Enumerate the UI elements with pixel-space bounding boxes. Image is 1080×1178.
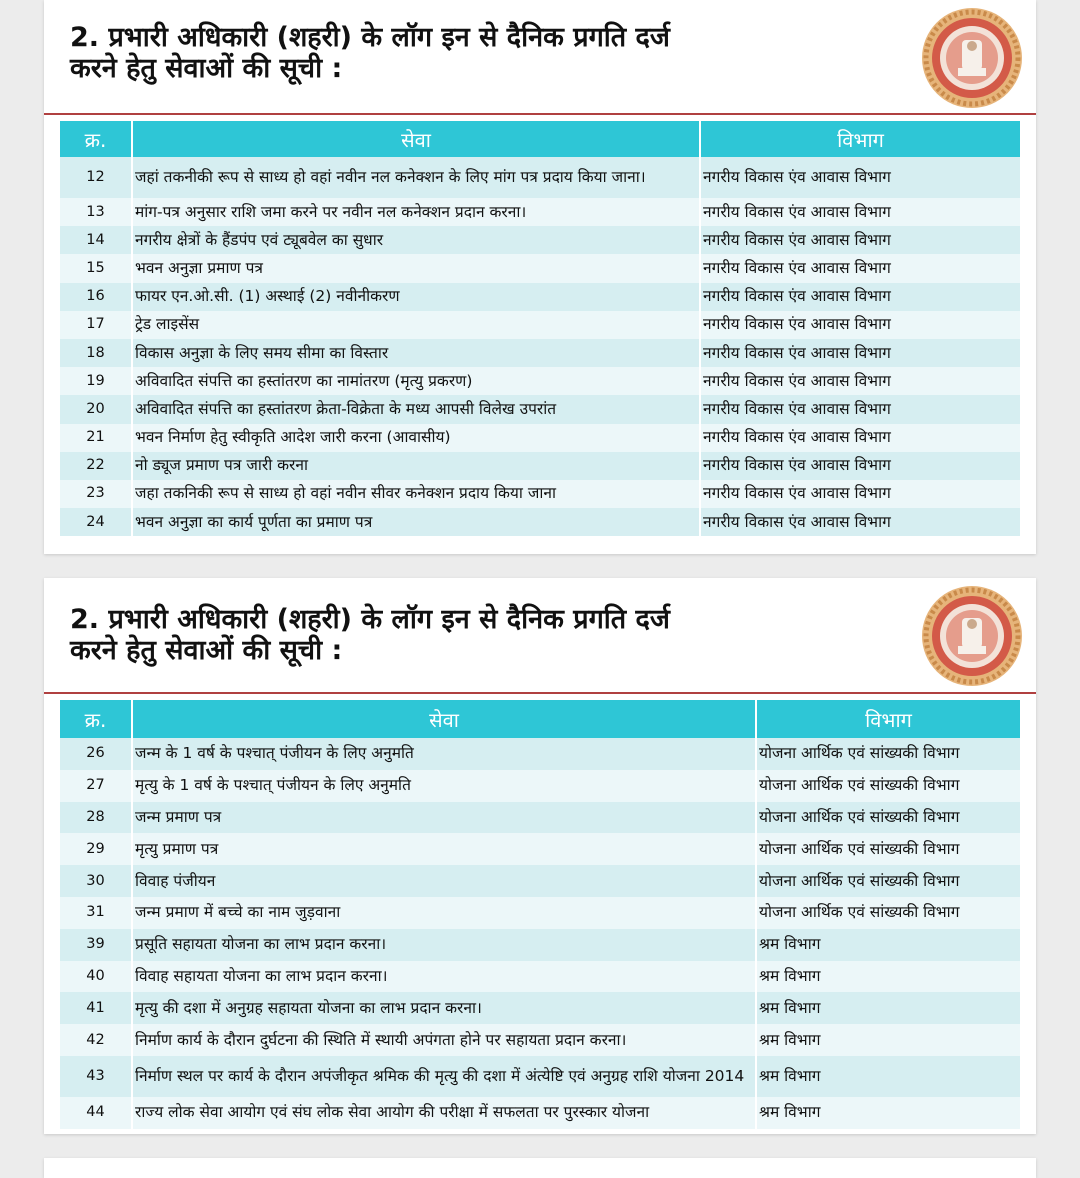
row-num: 20 xyxy=(60,395,132,423)
row-dept: योजना आर्थिक एवं सांख्यकी विभाग xyxy=(756,802,1020,834)
row-service: नो ड्यूज प्रमाण पत्र जारी करना xyxy=(132,452,700,480)
slide-3-partial xyxy=(44,1158,1036,1178)
row-dept: नगरीय विकास एंव आवास विभाग xyxy=(700,367,1020,395)
row-service: भवन अनुज्ञा प्रमाण पत्र xyxy=(132,254,700,282)
table-row xyxy=(60,157,1020,198)
row-service: निर्माण स्थल पर कार्य के दौरान अपंजीकृत श्रमिक की मृत्यु की दशा में अंत्येष्टि एवं अनुग्रह राशि योजना 2014 xyxy=(132,1056,756,1097)
slide-title: 2. प्रभारी अधिकारी (शहरी) के लॉग इन से दैनिक प्रगति दर्ज करने हेतु सेवाओं की सूची : xyxy=(70,22,670,84)
row-dept: नगरीय विकास एंव आवास विभाग xyxy=(700,339,1020,367)
table-row xyxy=(60,508,1020,536)
row-service: नगरीय क्षेत्रों के हैंडपंप एवं ट्यूबवेल का सुधार xyxy=(132,226,700,254)
mp-government-emblem-icon xyxy=(920,6,1024,110)
row-service: विवाह पंजीयन xyxy=(132,865,756,897)
row-dept: श्रम विभाग xyxy=(756,929,1020,961)
services-table xyxy=(60,700,1020,1129)
row-service: जहां तकनीकी रूप से साध्य हो वहां नवीन नल कनेक्शन के लिए मांग पत्र प्रदाय किया जाना। xyxy=(132,157,700,198)
mp-government-emblem-icon xyxy=(920,584,1024,688)
row-dept: नगरीय विकास एंव आवास विभाग xyxy=(700,395,1020,423)
table-row xyxy=(60,1056,1020,1097)
table-row xyxy=(60,367,1020,395)
row-dept: श्रम विभाग xyxy=(756,1024,1020,1056)
row-service: जन्म के 1 वर्ष के पश्चात् पंजीयन के लिए अनुमति xyxy=(132,738,756,770)
row-service: भवन अनुज्ञा का कार्य पूर्णता का प्रमाण पत्र xyxy=(132,508,700,536)
table-row xyxy=(60,929,1020,961)
row-num: 29 xyxy=(60,833,132,865)
table-row xyxy=(60,802,1020,834)
row-dept: श्रम विभाग xyxy=(756,961,1020,993)
header-dept: विभाग xyxy=(700,121,1020,157)
title-divider xyxy=(44,113,1036,115)
row-service: राज्य लोक सेवा आयोग एवं संघ लोक सेवा आयोग की परीक्षा में सफलता पर पुरस्कार योजना xyxy=(132,1097,756,1129)
row-num: 28 xyxy=(60,802,132,834)
row-num: 22 xyxy=(60,452,132,480)
header-service: सेवा xyxy=(132,121,700,157)
table-row xyxy=(60,897,1020,929)
row-dept: श्रम विभाग xyxy=(756,992,1020,1024)
row-service: विकास अनुज्ञा के लिए समय सीमा का विस्तार xyxy=(132,339,700,367)
table-row xyxy=(60,395,1020,423)
row-dept: श्रम विभाग xyxy=(756,1097,1020,1129)
row-num: 41 xyxy=(60,992,132,1024)
row-dept: योजना आर्थिक एवं सांख्यकी विभाग xyxy=(756,897,1020,929)
row-num: 40 xyxy=(60,961,132,993)
row-num: 18 xyxy=(60,339,132,367)
header-num: क्र. xyxy=(60,700,132,738)
row-service: जन्म प्रमाण पत्र xyxy=(132,802,756,834)
table-row xyxy=(60,311,1020,339)
table-row xyxy=(60,770,1020,802)
row-num: 44 xyxy=(60,1097,132,1129)
table-row xyxy=(60,865,1020,897)
row-service: फायर एन.ओ.सी. (1) अस्थाई (2) नवीनीकरण xyxy=(132,283,700,311)
header-service: सेवा xyxy=(132,700,756,738)
row-num: 24 xyxy=(60,508,132,536)
row-dept: नगरीय विकास एंव आवास विभाग xyxy=(700,508,1020,536)
row-dept: नगरीय विकास एंव आवास विभाग xyxy=(700,157,1020,198)
row-dept: योजना आर्थिक एवं सांख्यकी विभाग xyxy=(756,865,1020,897)
row-dept: नगरीय विकास एंव आवास विभाग xyxy=(700,254,1020,282)
row-num: 21 xyxy=(60,424,132,452)
row-service: मृत्यु के 1 वर्ष के पश्चात् पंजीयन के लिए अनुमति xyxy=(132,770,756,802)
row-num: 39 xyxy=(60,929,132,961)
row-num: 30 xyxy=(60,865,132,897)
row-service: जन्म प्रमाण में बच्चे का नाम जुड़वाना xyxy=(132,897,756,929)
row-num: 27 xyxy=(60,770,132,802)
row-num: 17 xyxy=(60,311,132,339)
slide-1 xyxy=(44,0,1036,554)
row-dept: योजना आर्थिक एवं सांख्यकी विभाग xyxy=(756,833,1020,865)
table-row xyxy=(60,283,1020,311)
table-row xyxy=(60,738,1020,770)
row-num: 42 xyxy=(60,1024,132,1056)
services-table xyxy=(60,121,1020,536)
row-service: अविवादित संपत्ति का हस्तांतरण क्रेता-विक्रेता के मध्य आपसी विलेख उपरांत xyxy=(132,395,700,423)
table-row xyxy=(60,424,1020,452)
row-num: 16 xyxy=(60,283,132,311)
row-dept: नगरीय विकास एंव आवास विभाग xyxy=(700,480,1020,508)
table-row xyxy=(60,833,1020,865)
header-num: क्र. xyxy=(60,121,132,157)
row-dept: नगरीय विकास एंव आवास विभाग xyxy=(700,452,1020,480)
row-service: जहा तकनिकी रूप से साध्य हो वहां नवीन सीवर कनेक्शन प्रदाय किया जाना xyxy=(132,480,700,508)
row-num: 15 xyxy=(60,254,132,282)
row-num: 43 xyxy=(60,1056,132,1097)
table-row xyxy=(60,961,1020,993)
table-row xyxy=(60,254,1020,282)
row-num: 31 xyxy=(60,897,132,929)
row-dept: योजना आर्थिक एवं सांख्यकी विभाग xyxy=(756,770,1020,802)
table-row xyxy=(60,1097,1020,1129)
row-service: ट्रेड लाइसेंस xyxy=(132,311,700,339)
row-dept: नगरीय विकास एंव आवास विभाग xyxy=(700,198,1020,226)
row-service: प्रसूति सहायता योजना का लाभ प्रदान करना। xyxy=(132,929,756,961)
table-row xyxy=(60,198,1020,226)
row-num: 13 xyxy=(60,198,132,226)
row-num: 12 xyxy=(60,157,132,198)
row-num: 26 xyxy=(60,738,132,770)
row-num: 14 xyxy=(60,226,132,254)
table-row xyxy=(60,339,1020,367)
row-service: भवन निर्माण हेतु स्वीकृति आदेश जारी करना (आवासीय) xyxy=(132,424,700,452)
row-service: मृत्यु की दशा में अनुग्रह सहायता योजना का लाभ प्रदान करना। xyxy=(132,992,756,1024)
table-row xyxy=(60,992,1020,1024)
row-service: निर्माण कार्य के दौरान दुर्घटना की स्थिति में स्थायी अपंगता होने पर सहायता प्रदान करना। xyxy=(132,1024,756,1056)
row-dept: नगरीय विकास एंव आवास विभाग xyxy=(700,424,1020,452)
row-dept: नगरीय विकास एंव आवास विभाग xyxy=(700,283,1020,311)
table-row xyxy=(60,226,1020,254)
row-num: 23 xyxy=(60,480,132,508)
table-row xyxy=(60,480,1020,508)
row-service: विवाह सहायता योजना का लाभ प्रदान करना। xyxy=(132,961,756,993)
table-row xyxy=(60,1024,1020,1056)
title-divider xyxy=(44,692,1036,694)
slide-title: 2. प्रभारी अधिकारी (शहरी) के लॉग इन से दैनिक प्रगति दर्ज करने हेतु सेवाओं की सूची : xyxy=(70,604,670,666)
row-service: अविवादित संपत्ति का हस्तांतरण का नामांतरण (मृत्यु प्रकरण) xyxy=(132,367,700,395)
row-num: 19 xyxy=(60,367,132,395)
row-service: मांग-पत्र अनुसार राशि जमा करने पर नवीन नल कनेक्शन प्रदान करना। xyxy=(132,198,700,226)
table-row xyxy=(60,452,1020,480)
row-dept: नगरीय विकास एंव आवास विभाग xyxy=(700,226,1020,254)
row-service: मृत्यु प्रमाण पत्र xyxy=(132,833,756,865)
row-dept: श्रम विभाग xyxy=(756,1056,1020,1097)
header-dept: विभाग xyxy=(756,700,1020,738)
row-dept: नगरीय विकास एंव आवास विभाग xyxy=(700,311,1020,339)
row-dept: योजना आर्थिक एवं सांख्यकी विभाग xyxy=(756,738,1020,770)
slide-2 xyxy=(44,578,1036,1134)
